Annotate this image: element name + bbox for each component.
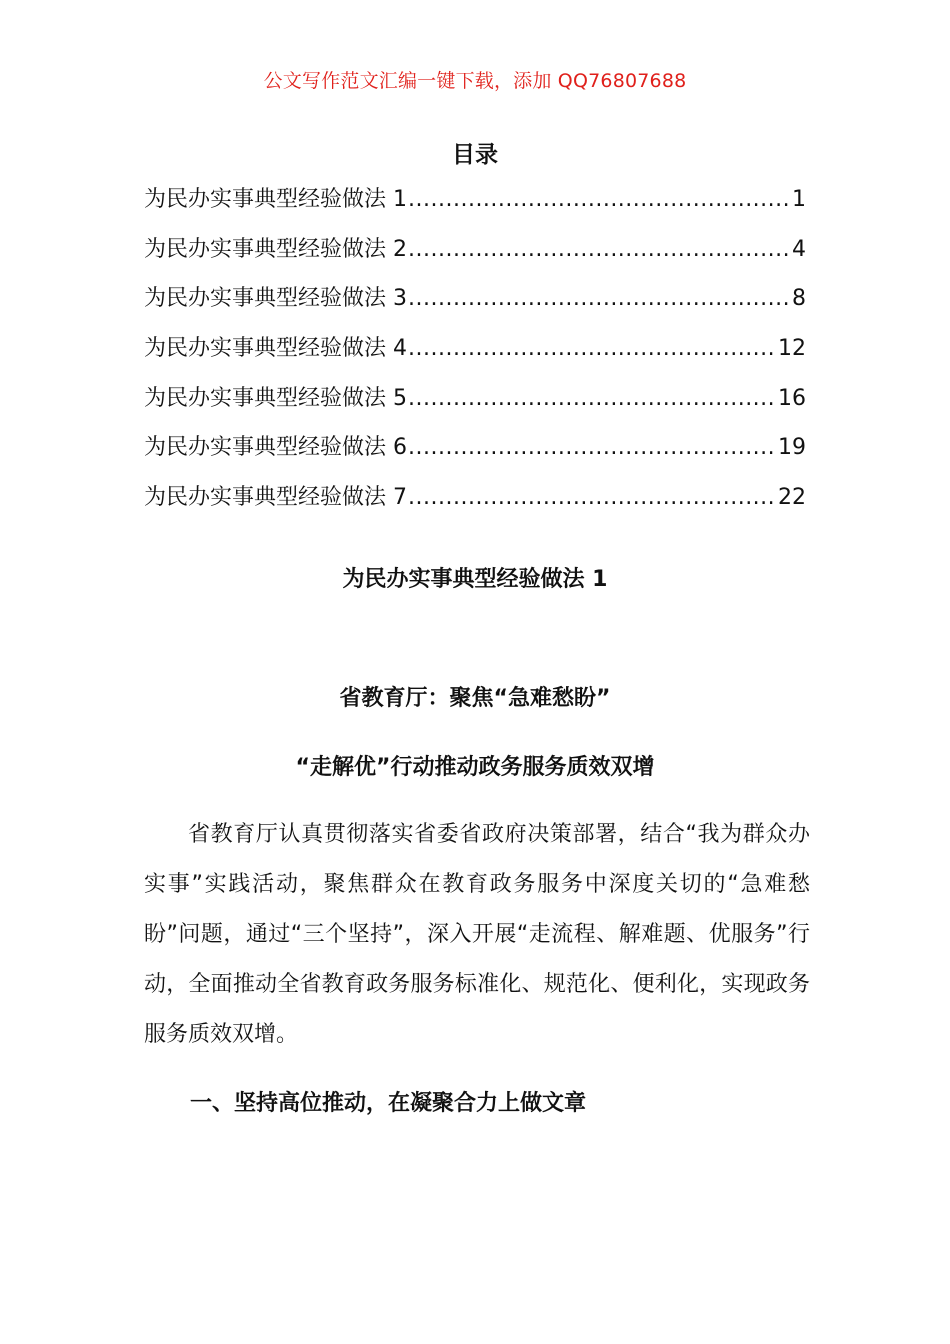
- toc-entry-page: 19: [778, 435, 806, 461]
- toc-entry-page: 4: [792, 236, 806, 262]
- toc-entry-page: 1: [792, 187, 806, 212]
- toc-dot-leader: [408, 379, 777, 419]
- toc-entry-label: 为民办实事典型经验做法 6: [144, 435, 407, 461]
- toc-entry-label: 为民办实事典型经验做法 3: [144, 286, 407, 312]
- toc-title: 目录: [452, 142, 498, 168]
- article-subtitle-line-1: 省教育厅：聚焦“急难愁盼”: [339, 686, 611, 711]
- toc-entry-label: 为民办实事典型经验做法 5: [144, 385, 407, 411]
- toc-dot-leader: [408, 180, 791, 220]
- table-of-contents: [144, 180, 806, 528]
- toc-entry-page: 16: [778, 385, 806, 411]
- toc-entry-page: 8: [792, 286, 806, 312]
- toc-dot-leader: [408, 230, 791, 270]
- section-heading-1: 一、坚持高位推动，在凝聚合力上做文章: [190, 1091, 587, 1116]
- toc-entry-7[interactable]: [144, 478, 806, 528]
- toc-entry-2[interactable]: [144, 230, 806, 280]
- toc-dot-leader: [408, 478, 777, 518]
- toc-entry-page: 22: [778, 485, 806, 511]
- toc-dot-leader: [408, 279, 791, 319]
- article-title: 为民办实事典型经验做法 1: [342, 567, 608, 592]
- toc-dot-leader: [408, 428, 777, 468]
- toc-entry-1[interactable]: [144, 180, 806, 230]
- toc-entry-label: 为民办实事典型经验做法 2: [144, 236, 407, 262]
- toc-entry-4[interactable]: [144, 329, 806, 379]
- toc-entry-5[interactable]: [144, 379, 806, 429]
- toc-entry-6[interactable]: [144, 428, 806, 478]
- toc-entry-page: 12: [778, 336, 806, 362]
- toc-entry-label: 为民办实事典型经验做法 1: [144, 187, 407, 212]
- article-subtitle-line-2: “走解优”行动推动政务服务质效双增: [295, 755, 655, 780]
- article-intro-paragraph: 省教育厅认真贯彻落实省委省政府决策部署，结合“我为群众办实事”实践活动，聚焦群众在教育政务服务中深度关切的“急难愁盼”问题，通过“三个坚持”，深入开展“走流程、解难题、优服务”行动，全面推动全省教育政务服务标准化、规范化、便利化，实现政务服务质效双增。: [144, 822, 810, 1047]
- toc-entry-3[interactable]: [144, 279, 806, 329]
- header-promo-note: 公文写作范文汇编一键下载，添加 QQ76807688: [263, 70, 687, 92]
- toc-entry-label: 为民办实事典型经验做法 4: [144, 336, 407, 362]
- toc-entry-label: 为民办实事典型经验做法 7: [144, 485, 407, 511]
- toc-dot-leader: [408, 329, 777, 369]
